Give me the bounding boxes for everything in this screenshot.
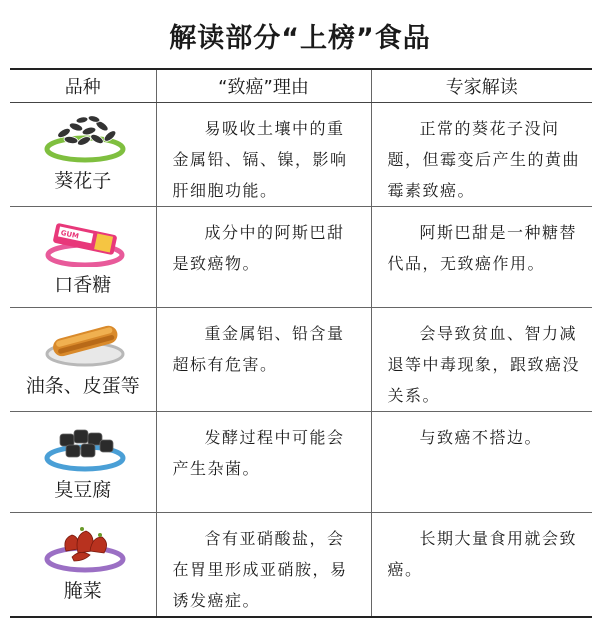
pickled-vegetables-icon: [44, 521, 126, 573]
table-row: [10, 207, 592, 308]
reason-cell: [156, 207, 371, 308]
food-table: [10, 68, 592, 618]
table-row: [10, 308, 592, 412]
expert-text: 阿斯巴甜是一种糖替代品，无致癌作用。: [387, 223, 578, 273]
reason-cell: [156, 308, 371, 412]
expert-cell: [371, 513, 592, 618]
expert-text: 与致癌不搭边。: [419, 428, 543, 447]
food-name: 葵花子: [54, 170, 112, 192]
reason-text: 含有亚硝酸盐，会在胃里形成亚硝胺，易诱发癌症。: [172, 529, 348, 610]
header-variety: 品种: [10, 69, 156, 103]
table-row: [10, 513, 592, 618]
reason-cell: [156, 513, 371, 618]
table-row: [10, 412, 592, 513]
table-row: [10, 103, 592, 207]
header-expert: 专家解读: [371, 69, 592, 103]
reason-cell: [156, 103, 371, 207]
page-title: 解读部分“上榜”食品: [169, 23, 431, 54]
reason-text: 重金属铝、铅含量超标有危害。: [172, 324, 345, 374]
food-cell: [10, 207, 156, 308]
expert-cell: [371, 412, 592, 513]
food-name: 腌菜: [63, 580, 102, 602]
header-reason: “致癌”理由: [156, 69, 371, 103]
stinky-tofu-icon: [44, 420, 126, 472]
food-name: 油条、皮蛋等: [25, 375, 140, 397]
expert-text: 会导致贫血、智力减退等中毒现象，跟致癌没关系。: [387, 324, 581, 405]
fried-dough-icon: [44, 316, 126, 368]
reason-text: 发酵过程中可能会产生杂菌。: [172, 428, 345, 478]
expert-cell: [371, 308, 592, 412]
header-row: [10, 69, 592, 103]
expert-text: 长期大量食用就会致癌。: [387, 529, 578, 579]
food-name: 口香糖: [54, 274, 112, 296]
food-cell: [10, 308, 156, 412]
reason-text: 易吸收土壤中的重金属铅、镉、镍，影响肝细胞功能。: [172, 119, 348, 200]
food-cell: [10, 412, 156, 513]
expert-text: 正常的葵花子没问题，但霉变后产生的黄曲霉素致癌。: [387, 119, 581, 200]
food-cell: [10, 103, 156, 207]
reason-text: 成分中的阿斯巴甜是致癌物。: [172, 223, 345, 273]
svg-text:GUM: GUM: [59, 228, 80, 241]
reason-cell: [156, 412, 371, 513]
expert-cell: [371, 103, 592, 207]
chewing-gum-icon: [44, 215, 126, 267]
food-cell: [10, 513, 156, 618]
expert-cell: [371, 207, 592, 308]
sunflower-seeds-icon: [44, 111, 126, 163]
food-name: 臭豆腐: [54, 479, 112, 501]
